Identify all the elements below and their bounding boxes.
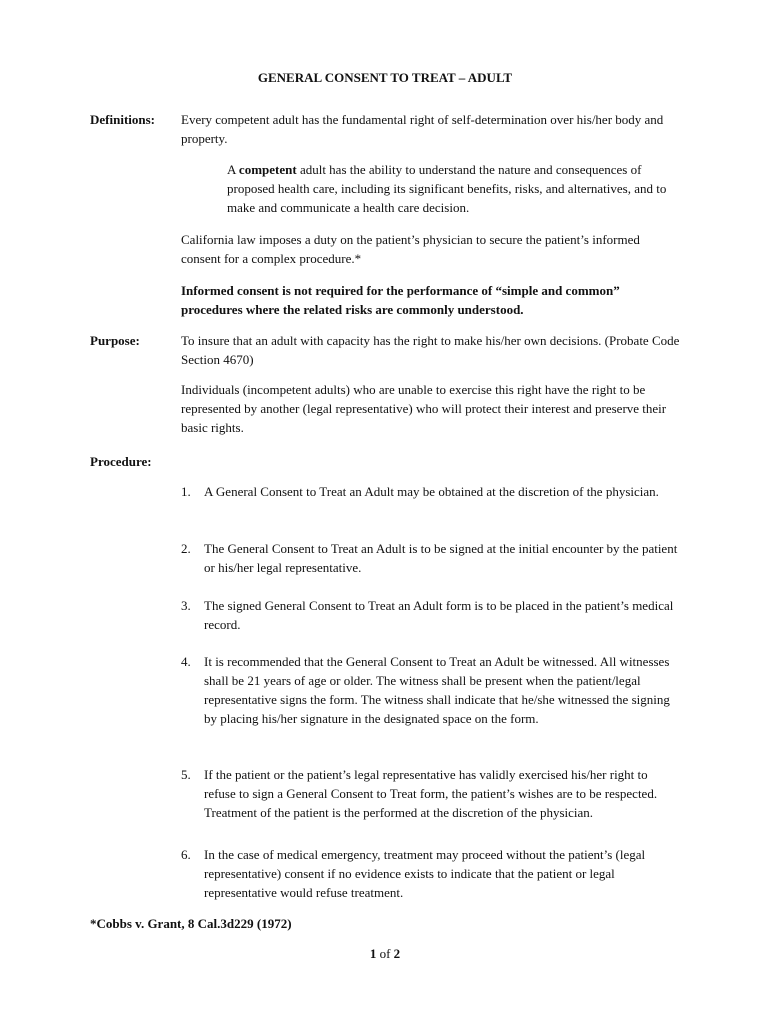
definitions-label: Definitions: (90, 112, 155, 127)
page-of: of (376, 946, 394, 961)
document-title: GENERAL CONSENT TO TREAT – ADULT (257, 70, 513, 85)
procedure-item-number: 6. (181, 847, 191, 862)
page-total: 2 (393, 946, 401, 961)
procedure-item-number: 4. (181, 654, 191, 669)
procedure-item-text: A General Consent to Treat an Adult may be obtained at the discretion of the physician. (204, 484, 659, 499)
informed-consent-note: Informed consent is not required for the performance of “simple and common” procedures where the related risks are commonly understood. (181, 283, 620, 317)
procedure-item-3 (181, 596, 681, 634)
purpose-paragraph-1: To insure that an adult with capacity has the right to make his/her own decisions. (Probate Code Section 4670) (181, 333, 680, 367)
purpose-paragraph-2: Individuals (incompetent adults) who are unable to exercise this right have the right to be represented by another (legal representative) who will protect their interest and preserve their basic rights. (181, 382, 667, 435)
competent-rest: adult has the ability to understand the nature and consequences of proposed health care, including its significant benefits, risks, and alternatives, and to make and communicate a health care decision. (227, 162, 667, 215)
procedure-item-1 (181, 482, 681, 501)
procedure-item-number: 1. (181, 484, 191, 499)
page-current: 1 (369, 946, 377, 961)
procedure-item-number: 5. (181, 767, 191, 782)
california-law-paragraph: California law imposes a duty on the patient’s physician to secure the patient’s informed consent for a complex procedure.* (181, 232, 640, 266)
procedure-item-5 (181, 765, 681, 822)
procedure-item-4 (181, 652, 681, 728)
competent-definition (227, 160, 667, 217)
footnote-citation: *Cobbs v. Grant, 8 Cal.3d229 (1972) (90, 916, 292, 931)
competent-term: competent (238, 162, 297, 177)
procedure-item-2 (181, 539, 681, 577)
purpose-label: Purpose: (90, 333, 140, 348)
procedure-item-text: If the patient or the patient’s legal representative has validly exercised his/her right to refuse to sign a General Consent to Treat form, the patient’s wishes are to be respected. Treatment of the patient is the performed at the discretion of the physician. (204, 767, 658, 820)
procedure-item-text: In the case of medical emergency, treatment may proceed without the patient’s (legal representative) consent if no evidence exists to indicate that the patient or legal representative would refuse treatment. (204, 847, 646, 900)
procedure-item-number: 2. (181, 541, 191, 556)
definitions-paragraph-1: Every competent adult has the fundamental right of self-determination over his/her body and property. (181, 112, 664, 146)
procedure-item-number: 3. (181, 598, 191, 613)
procedure-item-text: It is recommended that the General Consent to Treat an Adult be witnessed. All witnesses shall be 21 years of age or older. The witness shall be present when the patient/legal representative signs the form. The witness shall indicate that he/she witnessed the signing by placing his/her signature in the designated space on the form. (204, 654, 670, 726)
page-number (0, 944, 770, 963)
procedure-item-text: The General Consent to Treat an Adult is to be signed at the initial encounter by the patient or his/her legal representative. (204, 541, 678, 575)
procedure-item-text: The signed General Consent to Treat an Adult form is to be placed in the patient’s medical record. (204, 598, 674, 632)
competent-prefix: A (227, 162, 239, 177)
procedure-label: Procedure: (90, 454, 152, 469)
procedure-item-6 (181, 845, 681, 902)
